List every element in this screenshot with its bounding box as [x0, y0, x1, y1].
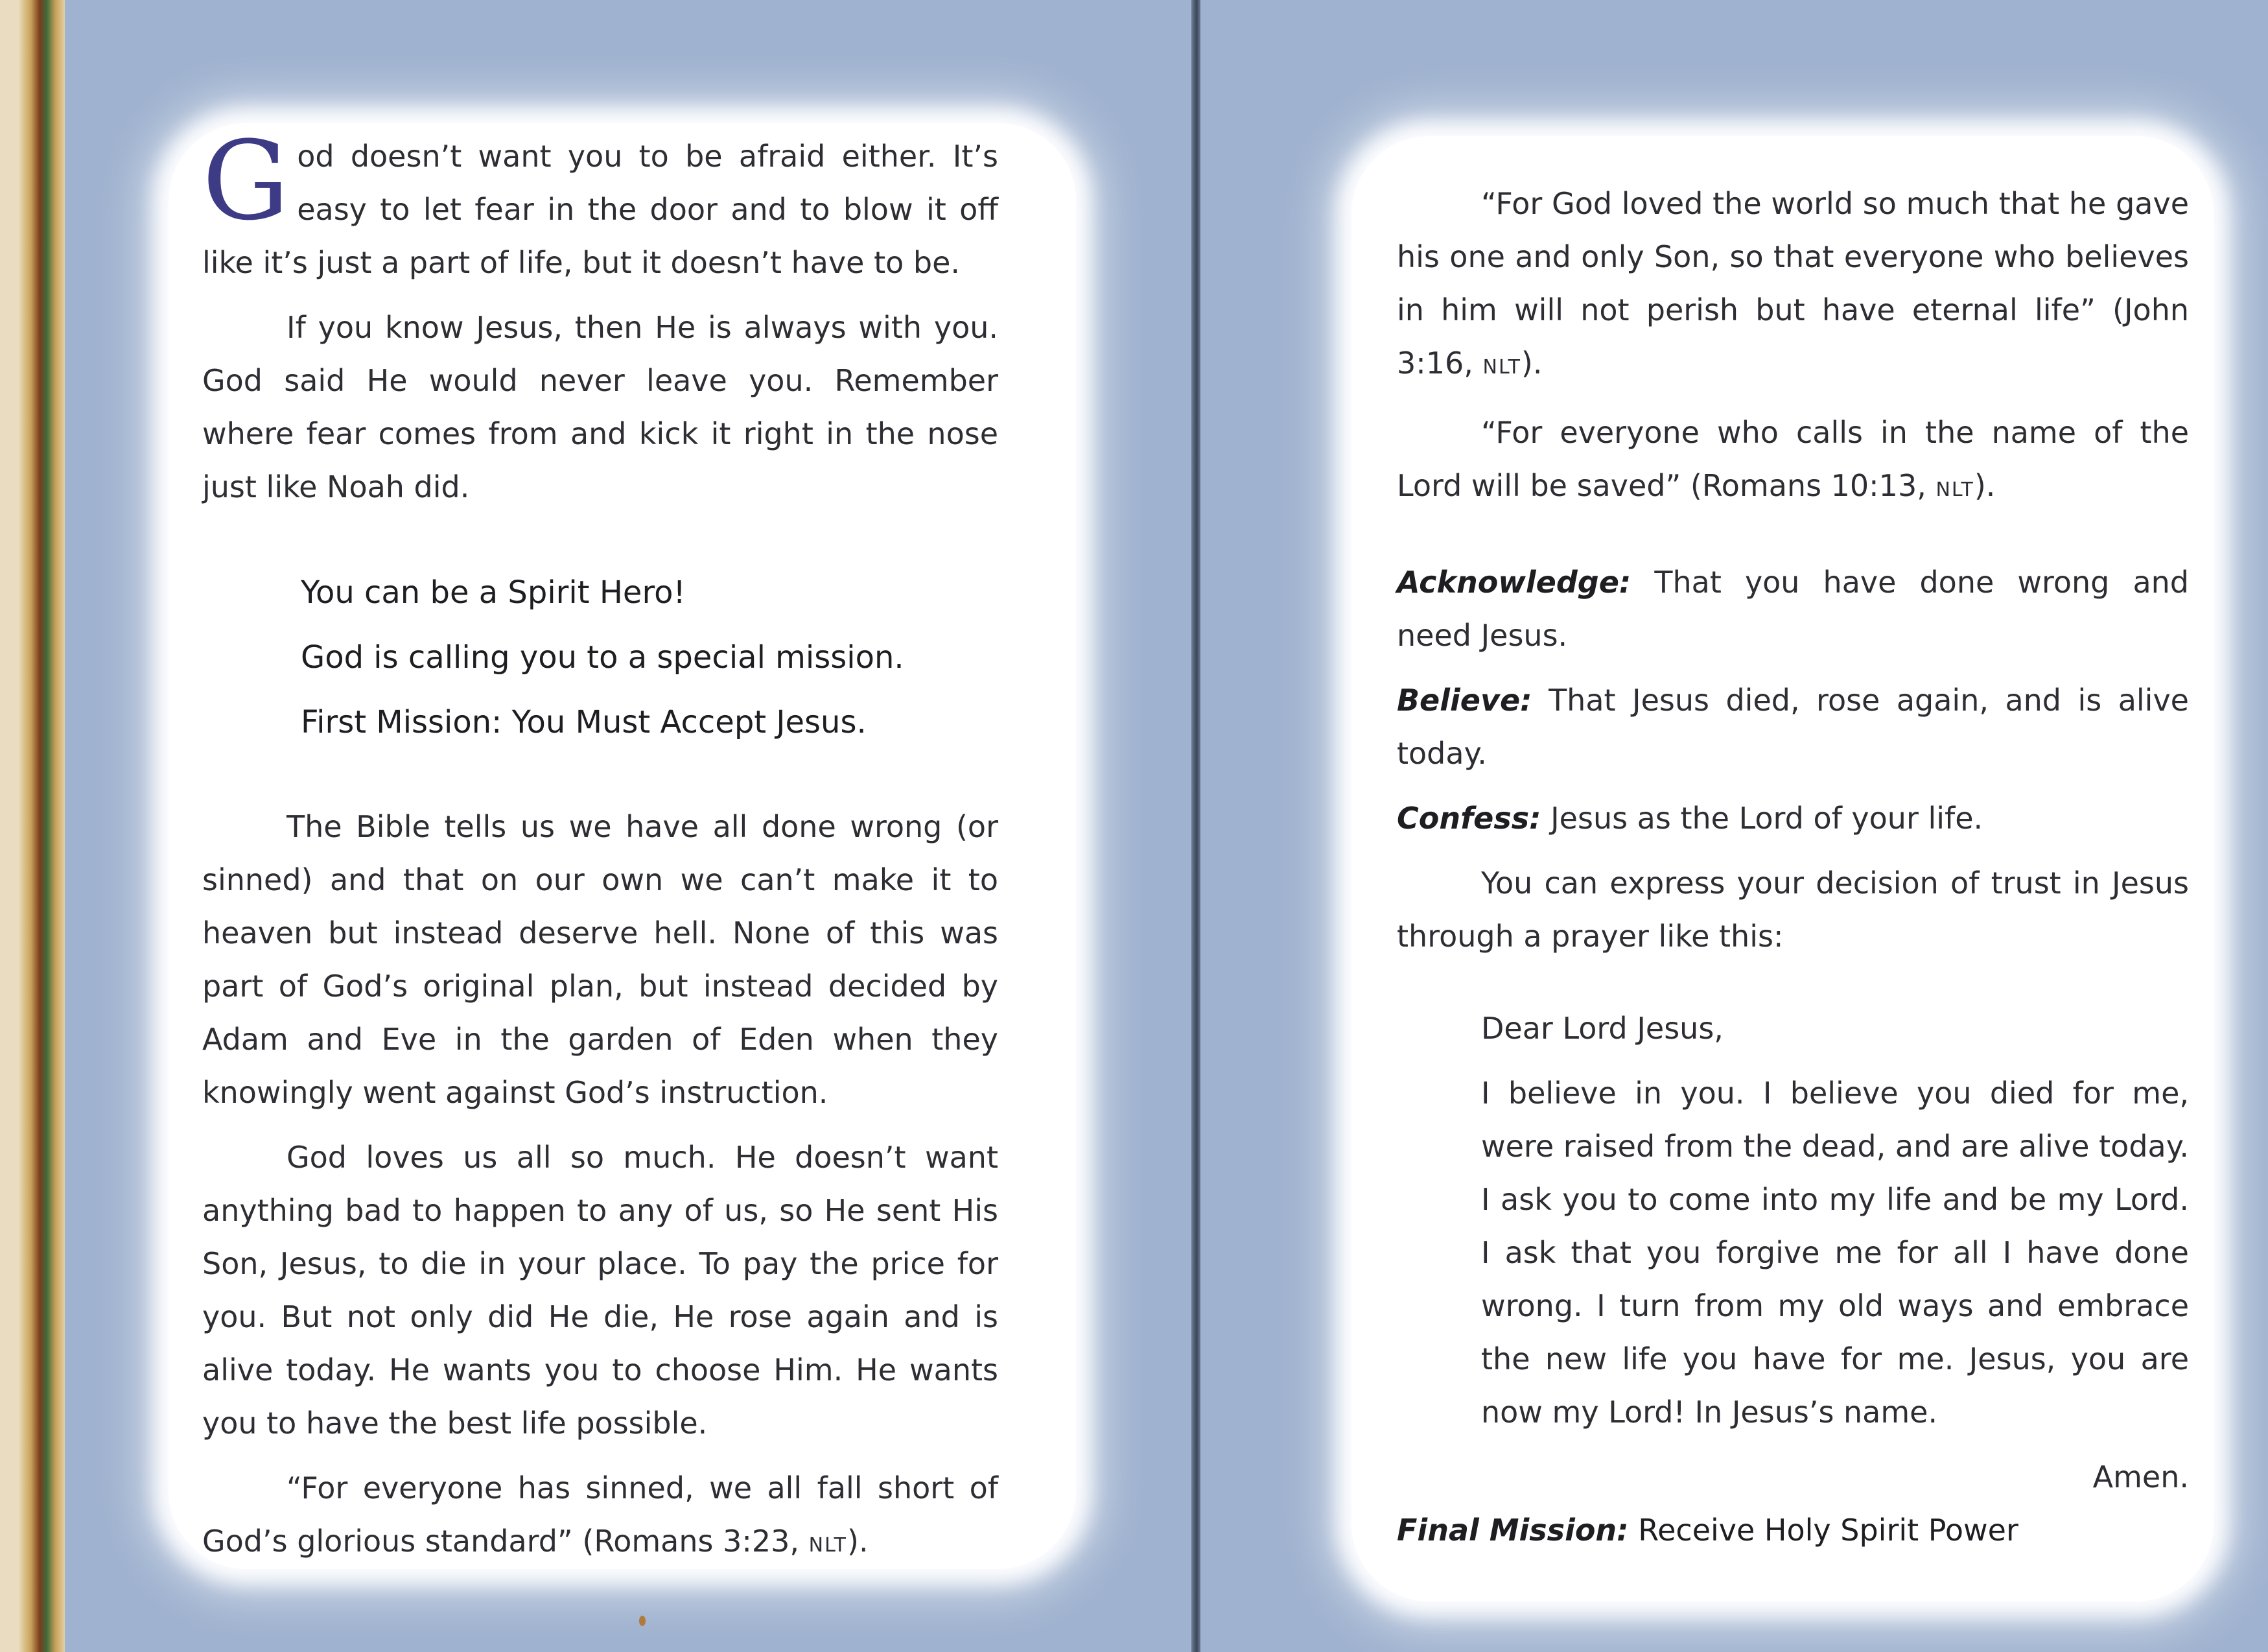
believe-text: That Jesus died, rose again, and is alive today. [1397, 683, 2189, 771]
paragraph-intro [202, 117, 998, 289]
drop-cap: G [202, 117, 290, 244]
mission-line-2: God is calling you to a special mission. [301, 639, 904, 676]
final-mission-label: Final Mission: [1397, 1513, 1629, 1548]
quote-romans-3-23 [202, 1461, 998, 1572]
paragraph-intro-text: od doesn’t want you to be afraid either. It’s easy to let fear in the door and to blow it off like it’s just a part of life, but it doesn’t have to be. [202, 139, 998, 280]
prayer-body: I believe in you. I believe you died for me, were raised from the dead, and are alive today. I ask you to come into my life and be my Lord. I ask that you forgive me for all I have done wrong. I turn from my old ways and embrace the new life you have for me. Jesus, you are now my Lord! In Jesus’s name. [1481, 1076, 2189, 1430]
quote-end: ). [1974, 468, 1996, 503]
right-page-text [1397, 177, 2189, 1557]
believe-label: Believe: [1397, 683, 1532, 718]
ink-spot [639, 1616, 646, 1626]
mission-line-1: You can be a Spirit Hero! [301, 574, 686, 611]
final-mission-text: Receive Holy Spirit Power [1638, 1513, 2018, 1548]
quote-end: ). [1521, 346, 1543, 381]
bible-version: NLT [1482, 356, 1521, 379]
book-edge [19, 0, 65, 1652]
paragraph-god-loves: God loves us all so much. He doesn’t want anything bad to happen to any of us, so He sent His Son, Jesus, to die in your place. To pay the price for you. But not only did He die, He rose again and is alive today. He wants you to choose Him. He wants you to have the best life possible. [202, 1140, 998, 1441]
bible-version: NLT [1935, 478, 1974, 501]
acknowledge-text: That you have done wrong and need Jesus. [1397, 565, 2189, 653]
confess-label: Confess: [1397, 801, 1541, 836]
mission-callout [301, 560, 998, 755]
quote-romans-10-13 [1397, 406, 2189, 517]
paragraph-bible-tells: The Bible tells us we have all done wrong (or sinned) and that on our own we can’t make it to heaven but instead deserve hell. None of this was part of God’s original plan, but instead decided by Adam and Eve in the garden of Eden when they knowingly went against God’s instruction. [202, 809, 998, 1110]
left-page-text [202, 117, 998, 1572]
confess-step [1397, 792, 2189, 845]
final-mission [1397, 1504, 2189, 1557]
quote-text: “For everyone has sinned, we all fall short of God’s glorious standard” (Romans 3:23, [202, 1470, 998, 1559]
believe-step [1397, 674, 2189, 780]
bible-version: NLT [808, 1534, 848, 1557]
prayer-greeting: Dear Lord Jesus, [1481, 1011, 1724, 1046]
paragraph-know-jesus: If you know Jesus, then He is always with you. God said He would never leave you. Remember where fear comes from and kick it right in the nose just like Noah did. [202, 310, 998, 504]
quote-text: “For God loved the world so much that he gave his one and only Son, so that everyone who believes in him will not perish but have eternal life” (John 3:16, [1397, 186, 2189, 381]
mission-line-3: First Mission: You Must Accept Jesus. [301, 704, 867, 740]
confess-text: Jesus as the Lord of your life. [1550, 801, 1983, 836]
prayer-amen: Amen. [2092, 1459, 2189, 1494]
quote-john-3-16 [1397, 177, 2189, 394]
quote-text: “For everyone who calls in the name of the Lord will be saved” (Romans 10:13, [1397, 415, 2189, 503]
paragraph-express: You can express your decision of trust in Jesus through a prayer like this: [1397, 866, 2189, 954]
acknowledge-label: Acknowledge: [1397, 565, 1631, 600]
quote-end: ). [847, 1524, 869, 1559]
acknowledge-step [1397, 556, 2189, 662]
prayer-block [1481, 1002, 2189, 1504]
